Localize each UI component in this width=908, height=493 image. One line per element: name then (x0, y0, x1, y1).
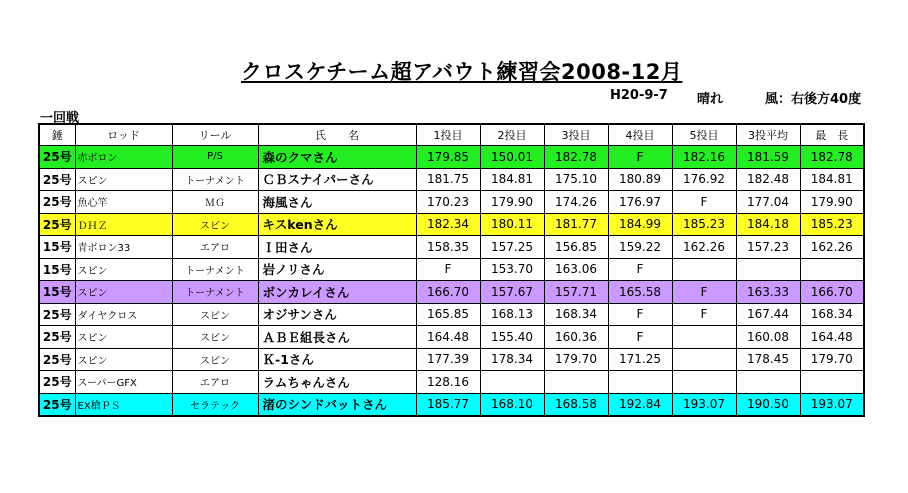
cell-weight: 25号 (39, 213, 75, 236)
cell-weight: 25号 (39, 348, 75, 371)
cell-weight: 25号 (39, 168, 75, 191)
table-row (39, 326, 864, 349)
cell-throw-1: 182.34 (416, 213, 480, 236)
cell-throw-5: 182.16 (672, 146, 736, 169)
cell-average-3: 163.33 (736, 281, 800, 304)
cell-average-3: 184.18 (736, 213, 800, 236)
cell-weight: 15号 (39, 236, 75, 259)
cell-rod: ＤＨＺ (75, 213, 172, 236)
cell-average-3: 178.45 (736, 348, 800, 371)
cell-average-3 (736, 258, 800, 281)
cell-average-3: 190.50 (736, 393, 800, 416)
cell-reel: スピン (172, 348, 258, 371)
cell-longest: 193.07 (800, 393, 864, 416)
cell-throw-3: 156.85 (544, 236, 608, 259)
cell-name: Ｋ-1さん (258, 348, 416, 371)
cell-weight: 25号 (39, 146, 75, 169)
cell-rod: スピン (75, 258, 172, 281)
cell-throw-2: 168.10 (480, 393, 544, 416)
cell-weight: 25号 (39, 371, 75, 394)
cell-name: Ｉ田さん (258, 236, 416, 259)
cell-rod: 赤ボロン (75, 146, 172, 169)
cell-reel: セラテック (172, 393, 258, 416)
cell-longest (800, 371, 864, 394)
header-weight: 錘 (39, 124, 75, 146)
cell-throw-5: F (672, 191, 736, 214)
cell-throw-3: 175.10 (544, 168, 608, 191)
cell-throw-4: 159.22 (608, 236, 672, 259)
cell-longest: 184.81 (800, 168, 864, 191)
cell-throw-3: 182.78 (544, 146, 608, 169)
cell-throw-2: 157.25 (480, 236, 544, 259)
cell-throw-4: 192.84 (608, 393, 672, 416)
cell-throw-5: 193.07 (672, 393, 736, 416)
cell-longest: 166.70 (800, 281, 864, 304)
cell-throw-3: 179.70 (544, 348, 608, 371)
cell-reel: エアロ (172, 371, 258, 394)
cell-rod: スピン (75, 168, 172, 191)
cell-throw-1: 185.77 (416, 393, 480, 416)
header-throw-4: 4投目 (608, 124, 672, 146)
header-reel: リール (172, 124, 258, 146)
cell-rod: スピン (75, 281, 172, 304)
cell-throw-3: 168.58 (544, 393, 608, 416)
table-header-row (39, 124, 864, 146)
cell-longest: 164.48 (800, 326, 864, 349)
cell-name: 岩ノリさん (258, 258, 416, 281)
cell-throw-1: 165.85 (416, 303, 480, 326)
cell-throw-2: 153.70 (480, 258, 544, 281)
section-heading: 一回戦 (40, 111, 80, 126)
cell-throw-4: 176.97 (608, 191, 672, 214)
cell-throw-2 (480, 371, 544, 394)
cell-throw-4: F (608, 146, 672, 169)
cell-name: キスkenさん (258, 213, 416, 236)
cell-throw-5 (672, 258, 736, 281)
cell-rod: 魚心竿 (75, 191, 172, 214)
cell-throw-5 (672, 348, 736, 371)
table-row (39, 191, 864, 214)
cell-reel: エアロ (172, 236, 258, 259)
cell-throw-1: 181.75 (416, 168, 480, 191)
cell-average-3: 167.44 (736, 303, 800, 326)
wind-label: 風：右後方40度 (765, 92, 862, 107)
cell-throw-2: 157.67 (480, 281, 544, 304)
cell-weight: 25号 (39, 393, 75, 416)
cell-weight: 25号 (39, 191, 75, 214)
page-title: クロスケチーム超アバウト練習会2008-12月 (241, 60, 683, 84)
header-name: 氏 名 (258, 124, 416, 146)
cell-throw-1: 179.85 (416, 146, 480, 169)
cell-throw-4 (608, 371, 672, 394)
cell-throw-1: 177.39 (416, 348, 480, 371)
cell-throw-4: 180.89 (608, 168, 672, 191)
header-throw-1: 1投目 (416, 124, 480, 146)
cell-name: ＡＢＥ組長さん (258, 326, 416, 349)
table-row (39, 348, 864, 371)
cell-longest: 185.23 (800, 213, 864, 236)
cell-throw-1: 170.23 (416, 191, 480, 214)
table-row (39, 393, 864, 416)
header-rod: ロッド (75, 124, 172, 146)
cell-reel: トーナメント (172, 258, 258, 281)
cell-name: 渚のシンドバットさん (258, 393, 416, 416)
cell-reel: スピン (172, 303, 258, 326)
cell-throw-5: 185.23 (672, 213, 736, 236)
cell-longest (800, 258, 864, 281)
cell-longest: 182.78 (800, 146, 864, 169)
cell-average-3: 181.59 (736, 146, 800, 169)
cell-throw-2: 180.11 (480, 213, 544, 236)
cell-throw-4: 184.99 (608, 213, 672, 236)
cell-throw-2: 179.90 (480, 191, 544, 214)
header-throw-3: 3投目 (544, 124, 608, 146)
table-row (39, 371, 864, 394)
cell-throw-1: 166.70 (416, 281, 480, 304)
cell-throw-4: F (608, 303, 672, 326)
cell-throw-2: 184.81 (480, 168, 544, 191)
cell-throw-1: 158.35 (416, 236, 480, 259)
cell-weight: 15号 (39, 258, 75, 281)
cell-throw-4: 165.58 (608, 281, 672, 304)
cell-longest: 162.26 (800, 236, 864, 259)
header-throw-2: 2投目 (480, 124, 544, 146)
cell-throw-4: F (608, 258, 672, 281)
cell-weight: 25号 (39, 303, 75, 326)
cell-name: 森のクマさん (258, 146, 416, 169)
cell-average-3: 160.08 (736, 326, 800, 349)
cell-throw-5: 162.26 (672, 236, 736, 259)
cell-weight: 15号 (39, 281, 75, 304)
cell-average-3: 177.04 (736, 191, 800, 214)
cell-longest: 179.90 (800, 191, 864, 214)
table-row (39, 281, 864, 304)
cell-throw-1: 128.16 (416, 371, 480, 394)
cell-reel: トーナメント (172, 281, 258, 304)
table-row (39, 213, 864, 236)
cell-reel: スピン (172, 213, 258, 236)
cell-average-3 (736, 371, 800, 394)
cell-name: ＣＢスナイパーさん (258, 168, 416, 191)
cell-rod: EX槍ＰＳ (75, 393, 172, 416)
cell-throw-2: 150.01 (480, 146, 544, 169)
cell-reel: スピン (172, 326, 258, 349)
cell-throw-3: 168.34 (544, 303, 608, 326)
table-row (39, 168, 864, 191)
cell-longest: 168.34 (800, 303, 864, 326)
cell-throw-5: F (672, 281, 736, 304)
cell-throw-2: 178.34 (480, 348, 544, 371)
cell-weight: 25号 (39, 326, 75, 349)
cell-rod: スーパーGFX (75, 371, 172, 394)
cell-throw-5: F (672, 303, 736, 326)
cell-throw-1: F (416, 258, 480, 281)
header-throw-5: 5投目 (672, 124, 736, 146)
weather-label: 晴れ (697, 92, 724, 107)
cell-throw-3: 163.06 (544, 258, 608, 281)
cell-throw-5: 176.92 (672, 168, 736, 191)
cell-throw-3: 157.71 (544, 281, 608, 304)
table-row (39, 236, 864, 259)
cell-average-3: 182.48 (736, 168, 800, 191)
cell-throw-1: 164.48 (416, 326, 480, 349)
results-table (38, 123, 865, 417)
cell-reel: ＭＧ (172, 191, 258, 214)
cell-longest: 179.70 (800, 348, 864, 371)
cell-throw-3: 181.77 (544, 213, 608, 236)
cell-name: 海風さん (258, 191, 416, 214)
cell-name: オジサンさん (258, 303, 416, 326)
cell-rod: 青ボロン33 (75, 236, 172, 259)
table-row (39, 146, 864, 169)
cell-rod: スピン (75, 326, 172, 349)
cell-rod: スピン (75, 348, 172, 371)
cell-rod: ダイヤクロス (75, 303, 172, 326)
cell-throw-3: 174.26 (544, 191, 608, 214)
cell-throw-4: F (608, 326, 672, 349)
cell-name: ボンカレイさん (258, 281, 416, 304)
cell-throw-2: 155.40 (480, 326, 544, 349)
cell-throw-4: 171.25 (608, 348, 672, 371)
header-longest: 最 長 (800, 124, 864, 146)
cell-throw-5 (672, 371, 736, 394)
table-row (39, 258, 864, 281)
cell-throw-3 (544, 371, 608, 394)
cell-reel: P/S (172, 146, 258, 169)
cell-throw-3: 160.36 (544, 326, 608, 349)
cell-name: ラムちゃんさん (258, 371, 416, 394)
cell-reel: トーナメント (172, 168, 258, 191)
cell-throw-5 (672, 326, 736, 349)
date-label: H20-9-7 (610, 88, 668, 103)
header-average-3: 3投平均 (736, 124, 800, 146)
table-row (39, 303, 864, 326)
cell-throw-2: 168.13 (480, 303, 544, 326)
cell-average-3: 157.23 (736, 236, 800, 259)
